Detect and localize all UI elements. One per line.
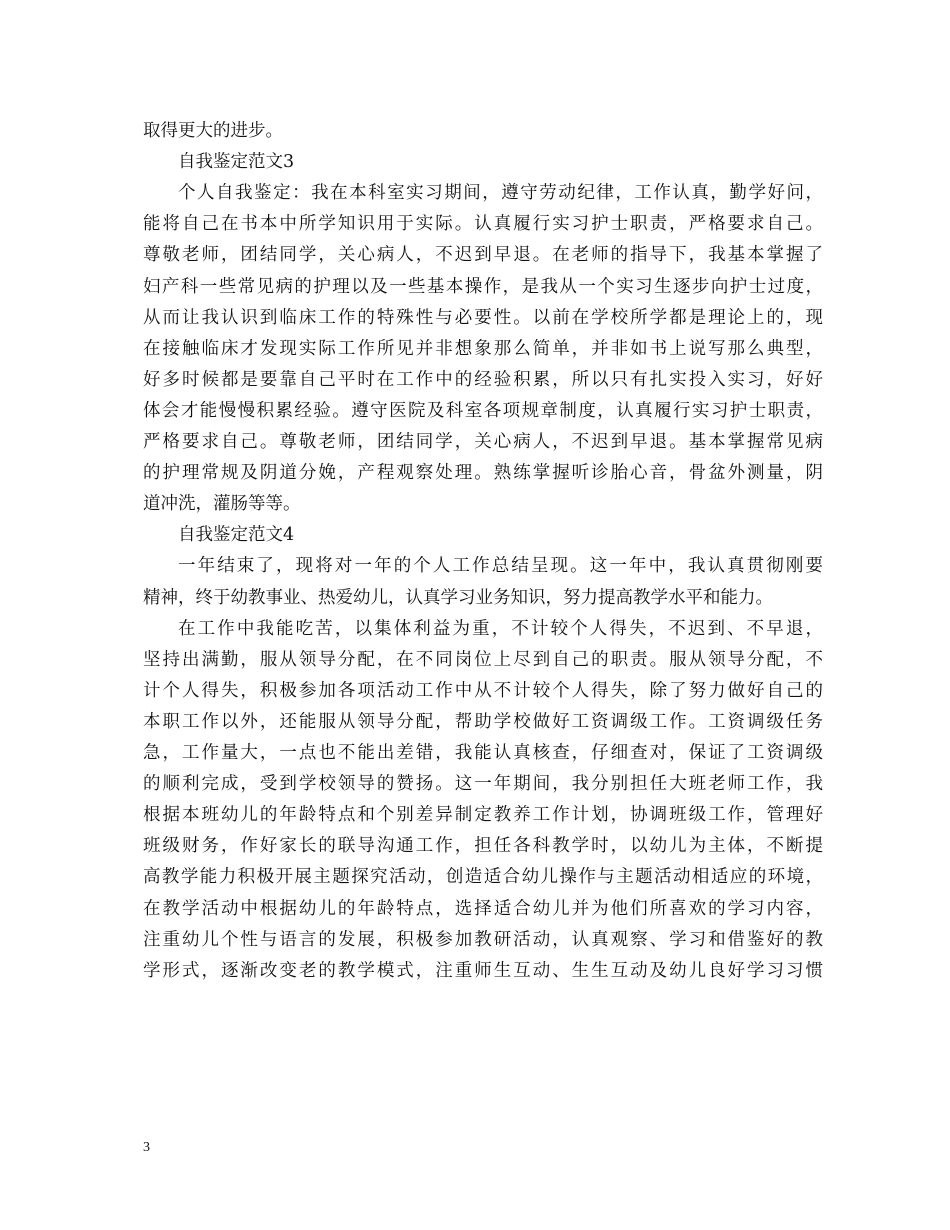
paragraph-line: 急，工作量大，一点也不能出差错，我能认真核查，仔细查对，保证了工资调级 [143,743,823,763]
section-heading: 自我鉴定范文4 [178,525,295,546]
paragraph-line: 道冲洗，灌肠等等。 [143,494,301,515]
paragraph-line: 计个人得失，积极参加各项活动工作中从不计较个人得失，除了努力做好自己的 [143,680,823,701]
paragraph-line: 好多时候都是要靠自己平时在工作中的经验积累，所以只有扎实投入实习，好好 [143,369,823,390]
section-heading: 自我鉴定范文3 [178,152,295,173]
paragraph-line: 坚持出满勤，服从领导分配，在不同岗位上尽到自己的职责。服从领导分配，不 [143,649,823,670]
paragraph-line: 的顺利完成，受到学校领导的赞扬。这一年期间，我分别担任大班老师工作，我 [143,774,823,795]
paragraph-line: 妇产科一些常见病的护理以及一些基本操作，是我从一个实习生逐步向护士过度， [143,276,823,297]
paragraph-line: 尊敬老师，团结同学，关心病人，不迟到早退。在老师的指导下，我基本掌握了 [143,245,823,266]
paragraph-line: 在工作中我能吃苦，以集体利益为重，不计较个人得失，不迟到、不早退， [178,618,823,639]
paragraph-line: 本职工作以外，还能服从领导分配，帮助学校做好工资调级工作。工资调级任务 [143,711,823,732]
paragraph-line: 一年结束了，现将对一年的个人工作总结呈现。这一年中，我认真贯彻刚要 [178,556,823,577]
paragraph-line: 根据本班幼儿的年龄特点和个别差异制定教养工作计划，协调班级工作，管理好 [143,805,823,826]
paragraph-line: 注重幼儿个性与语言的发展，积极参加教研活动，认真观察、学习和借鉴好的教 [143,929,823,950]
paragraph-line: 在接触临床才发现实际工作所见并非想象那么简单，并非如书上说写那么典型， [143,338,823,359]
paragraph-line: 取得更大的进步。 [143,121,283,141]
paragraph-line: 体会才能慢慢积累经验。遵守医院及科室各项规章制度，认真履行实习护士职责， [143,400,823,421]
paragraph-line: 班级财务，作好家长的联导沟通工作，担任各科教学时，以幼儿为主体，不断提 [143,836,823,857]
paragraph-line: 从而让我认识到临床工作的特殊性与必要性。以前在学校所学都是理论上的，现 [143,307,823,328]
paragraph-line: 严格要求自己。尊敬老师，团结同学，关心病人，不迟到早退。基本掌握常见病 [143,432,823,452]
paragraph-line: 高教学能力积极开展主题探究活动，创造适合幼儿操作与主题活动相适应的环境， [143,867,823,888]
paragraph-line: 在教学活动中根据幼儿的年龄特点，选择适合幼儿并为他们所喜欢的学习内容， [143,898,823,919]
page-number: 3 [143,1140,150,1155]
paragraph-line: 能将自己在书本中所学知识用于实际。认真履行实习护士职责，严格要求自己。 [143,214,823,235]
paragraph-line: 学形式，逐渐改变老的教学模式，注重师生互动、生生互动及幼儿良好学习习惯 [143,960,823,981]
paragraph-line: 精神，终于幼教事业、热爱幼儿，认真学习业务知识，努力提高教学水平和能力。 [143,587,773,608]
paragraph-line: 的护理常规及阴道分娩，产程观察处理。熟练掌握听诊胎心音，骨盆外测量，阴 [143,463,823,484]
paragraph-line: 个人自我鉴定：我在本科室实习期间，遵守劳动纪律，工作认真，勤学好问， [178,183,823,204]
